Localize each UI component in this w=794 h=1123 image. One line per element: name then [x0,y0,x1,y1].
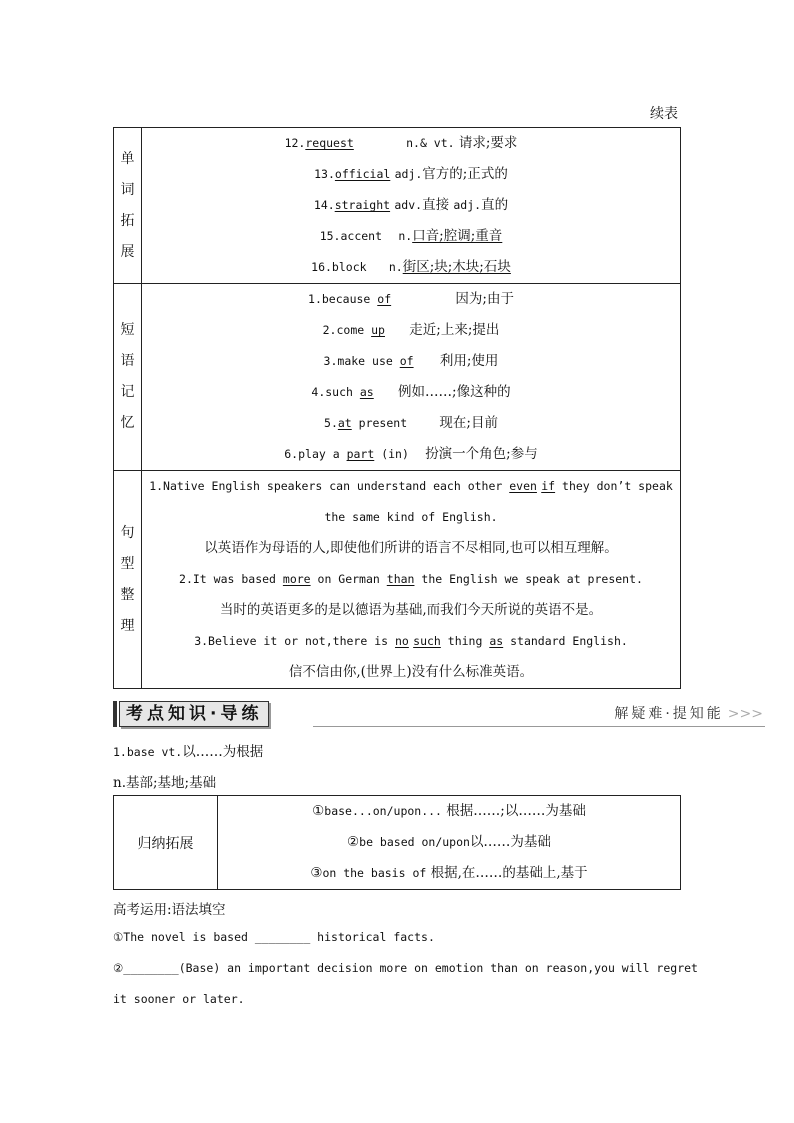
sentences-category-cell [114,471,142,689]
sentences-section [114,471,681,689]
phrase-answer: up [371,323,385,337]
summary-table [113,795,681,890]
exercise-label: 高考运用:语法填空 [113,902,226,918]
base-definition-verb: 1.base vt.以……为根据 [113,744,264,760]
vocab-row: 16.block n.街区;块;木块;石块 [311,259,511,275]
sentence-1-en-cont: the same kind of English. [324,510,498,524]
summary-label: 归纳拓展 [114,796,218,890]
category-char: 型 [120,555,135,572]
phrase-answer: as [359,385,374,399]
section-subtitle-text: 解疑难·提知能 [614,706,724,722]
sentence-3-en: 3.Believe it or not,there is no such thing as standard English. [194,634,628,648]
category-char: 词 [120,181,135,198]
category-char: 忆 [120,415,135,431]
summary-items [218,796,681,890]
sentence-3-cn: 信不信由你,(世界上)没有什么标准英语。 [288,664,534,680]
sentence-list [142,471,681,689]
category-char: 展 [120,243,135,260]
sentence-1-cn: 以英语作为母语的人,即使他们所讲的语言不尽相同,也可以相互理解。 [204,540,618,556]
vocab-word: block [331,260,367,274]
base-definition-noun: n.基部;基地;基础 [113,775,217,791]
vocab-section [114,128,681,284]
exercise-question-2-cont: it sooner or later. [113,992,245,1006]
vocab-row: 15.accent n.口音;腔调;重音 [319,228,503,244]
sentence-2-en: 2.It was based more on German than the English we speak at present. [179,572,643,586]
section-subtitle [614,703,763,723]
section-header [113,700,765,728]
phrase-answer: of [377,292,392,306]
vocab-summary-table [113,127,681,689]
phrases-section [114,284,681,471]
sentence-2-cn: 当时的英语更多的是以德语为基础,而我们今天所说的英语不是。 [219,602,603,618]
vocab-row: 14.straight adv.直接 adj.直的 [313,197,509,213]
phrase-list [142,284,681,471]
vocab-word: request [305,136,354,150]
phrase-row: 3.make use of 利用;使用 [323,353,499,369]
phrase-answer: of [399,354,414,368]
phrase-row: 6.play a part (in) 扮演一个角色;参与 [284,446,538,462]
phrase-row: 5.at present 现在;目前 [324,415,498,431]
phrase-answer: at [337,416,352,430]
phrase-answer: part [346,447,375,461]
phrase-row: 2.come up 走近;上来;提出 [322,322,500,338]
continued-table-label: 续表 [650,106,678,122]
vocab-category-cell [114,128,142,284]
category-char: 记 [120,384,135,400]
summary-item: ①base...on/upon... 根据……;以……为基础 [312,803,586,819]
chevron-right-icon: >>> [727,706,763,722]
category-char: 拓 [120,212,135,229]
vocab-word: official [334,167,391,181]
exercise-question-1: ①The novel is based ________ historical facts. [113,930,435,944]
category-char: 整 [120,586,135,603]
sentence-1-en: 1.Native English speakers can understand each other even if they don’t speak [149,479,673,493]
category-char: 短 [120,322,135,338]
phrases-category-cell [114,284,142,471]
summary-item: ②be based on/upon以……为基础 [347,834,551,850]
vocab-row: 13.official adj.官方的;正式的 [314,166,508,182]
exercise-question-2: ②________(Base) an important decision more on emotion than on reason,you will regret [113,961,698,975]
vocab-word: accent [340,229,383,243]
phrase-row: 4.such as 例如……;像这种的 [311,384,511,400]
category-char: 语 [120,353,135,369]
vocab-word: straight [334,198,391,212]
section-rule [313,726,765,727]
vocab-list [142,128,681,284]
phrase-row: 1.because of 因为;由于 [308,291,514,307]
section-title: 考点知识·导练 [119,701,269,727]
summary-item: ③on the basis of 根据,在……的基础上,基于 [310,865,588,881]
category-char: 单 [120,150,135,167]
category-char: 句 [120,524,135,541]
vocab-row: 12.request n.& vt. 请求;要求 [284,135,518,151]
category-char: 理 [120,617,135,634]
